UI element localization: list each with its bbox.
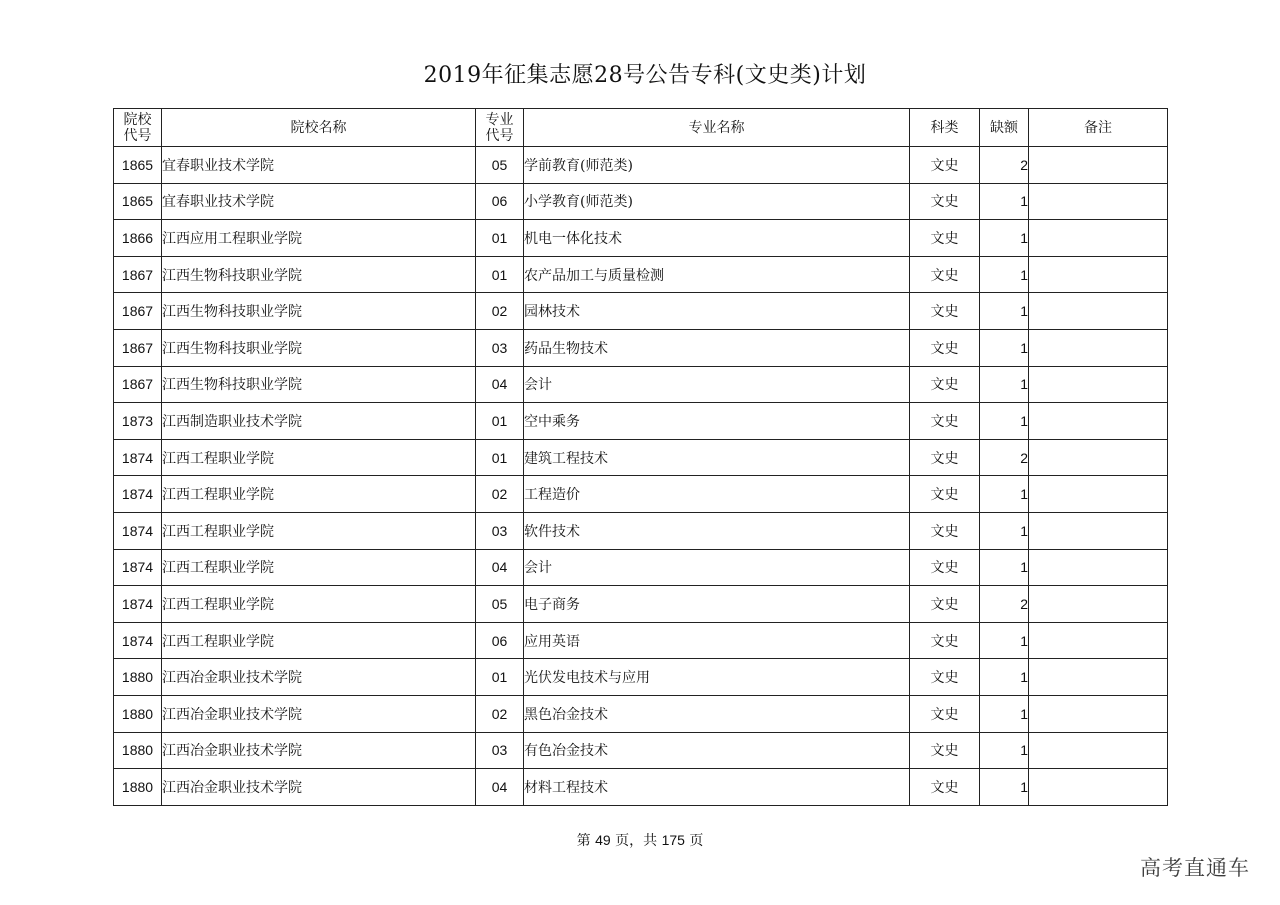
major-name-cell: 园林技术 [524, 293, 910, 330]
table-row [114, 183, 1168, 220]
vacancy-cell: 2 [980, 586, 1029, 623]
major-code-cell: 03 [476, 732, 524, 769]
header-note: 备注 [1029, 109, 1168, 147]
table-row [114, 769, 1168, 806]
table-row [114, 586, 1168, 623]
school-code-cell: 1880 [114, 659, 162, 696]
major-code-cell: 06 [476, 622, 524, 659]
school-name-cell: 江西工程职业学院 [162, 476, 476, 513]
vacancy-cell: 2 [980, 439, 1029, 476]
header-school-name: 院校名称 [162, 109, 476, 147]
vacancy-cell: 1 [980, 695, 1029, 732]
major-code-cell: 01 [476, 256, 524, 293]
footer-total-pages: 175 [661, 832, 685, 848]
note-cell [1029, 366, 1168, 403]
category-cell: 文史 [910, 659, 980, 696]
school-name-cell: 江西工程职业学院 [162, 586, 476, 623]
vacancy-cell: 1 [980, 549, 1029, 586]
category-cell: 文史 [910, 695, 980, 732]
vacancy-cell: 1 [980, 476, 1029, 513]
table-row [114, 147, 1168, 184]
note-cell [1029, 622, 1168, 659]
major-name-cell: 应用英语 [524, 622, 910, 659]
header-major-code-line1: 专业 [485, 111, 514, 128]
table-row [114, 293, 1168, 330]
vacancy-cell: 1 [980, 329, 1029, 366]
major-name-cell: 电子商务 [524, 586, 910, 623]
school-code-cell: 1874 [114, 476, 162, 513]
major-name-cell: 有色冶金技术 [524, 732, 910, 769]
vacancy-cell: 1 [980, 256, 1029, 293]
table-row [114, 329, 1168, 366]
major-code-cell: 02 [476, 293, 524, 330]
major-code-cell: 06 [476, 183, 524, 220]
school-code-cell: 1865 [114, 147, 162, 184]
note-cell [1029, 586, 1168, 623]
table-row [114, 512, 1168, 549]
header-vacancy: 缺额 [980, 109, 1029, 147]
school-name-cell: 江西工程职业学院 [162, 622, 476, 659]
category-cell: 文史 [910, 220, 980, 257]
major-name-cell: 会计 [524, 549, 910, 586]
school-code-cell: 1880 [114, 695, 162, 732]
school-code-cell: 1874 [114, 549, 162, 586]
vacancy-cell: 1 [980, 769, 1029, 806]
category-cell: 文史 [910, 183, 980, 220]
note-cell [1029, 403, 1168, 440]
school-name-cell: 江西生物科技职业学院 [162, 329, 476, 366]
note-cell [1029, 512, 1168, 549]
watermark: 高考直通车 [1140, 856, 1250, 880]
major-code-cell: 03 [476, 329, 524, 366]
school-code-cell: 1867 [114, 256, 162, 293]
vacancy-cell: 1 [980, 183, 1029, 220]
school-code-cell: 1874 [114, 512, 162, 549]
school-name-cell: 江西应用工程职业学院 [162, 220, 476, 257]
category-cell: 文史 [910, 586, 980, 623]
major-code-cell: 05 [476, 586, 524, 623]
school-code-cell: 1867 [114, 293, 162, 330]
school-name-cell: 宜春职业技术学院 [162, 147, 476, 184]
category-cell: 文史 [910, 512, 980, 549]
vacancy-cell: 1 [980, 622, 1029, 659]
table-row [114, 549, 1168, 586]
plan-table [113, 108, 1168, 806]
major-code-cell: 04 [476, 549, 524, 586]
footer-middle: 页，共 [615, 833, 658, 849]
school-code-cell: 1874 [114, 586, 162, 623]
note-cell [1029, 476, 1168, 513]
vacancy-cell: 1 [980, 732, 1029, 769]
category-cell: 文史 [910, 476, 980, 513]
note-cell [1029, 732, 1168, 769]
major-name-cell: 黑色冶金技术 [524, 695, 910, 732]
school-code-cell: 1874 [114, 439, 162, 476]
note-cell [1029, 549, 1168, 586]
major-code-cell: 03 [476, 512, 524, 549]
category-cell: 文史 [910, 732, 980, 769]
school-name-cell: 江西工程职业学院 [162, 549, 476, 586]
major-name-cell: 软件技术 [524, 512, 910, 549]
category-cell: 文史 [910, 403, 980, 440]
table-row [114, 366, 1168, 403]
table-header [114, 109, 1168, 147]
major-code-cell: 04 [476, 769, 524, 806]
note-cell [1029, 695, 1168, 732]
category-cell: 文史 [910, 439, 980, 476]
note-cell [1029, 769, 1168, 806]
header-major-code-line2: 代号 [485, 127, 514, 144]
table-body [114, 147, 1168, 806]
school-code-cell: 1880 [114, 769, 162, 806]
note-cell [1029, 659, 1168, 696]
school-name-cell: 江西生物科技职业学院 [162, 293, 476, 330]
school-name-cell: 江西制造职业技术学院 [162, 403, 476, 440]
table-row [114, 476, 1168, 513]
major-code-cell: 05 [476, 147, 524, 184]
school-name-cell: 江西生物科技职业学院 [162, 256, 476, 293]
school-code-cell: 1874 [114, 622, 162, 659]
category-cell: 文史 [910, 256, 980, 293]
school-code-cell: 1867 [114, 329, 162, 366]
note-cell [1029, 256, 1168, 293]
note-cell [1029, 183, 1168, 220]
school-name-cell: 江西冶金职业技术学院 [162, 732, 476, 769]
major-name-cell: 小学教育(师范类) [524, 183, 910, 220]
footer-suffix: 页 [689, 833, 704, 849]
header-major-code [476, 109, 524, 147]
header-major-name: 专业名称 [524, 109, 910, 147]
category-cell: 文史 [910, 549, 980, 586]
major-name-cell: 药品生物技术 [524, 329, 910, 366]
category-cell: 文史 [910, 329, 980, 366]
table-row [114, 256, 1168, 293]
note-cell [1029, 329, 1168, 366]
major-code-cell: 01 [476, 403, 524, 440]
note-cell [1029, 293, 1168, 330]
major-code-cell: 02 [476, 476, 524, 513]
major-code-cell: 04 [476, 366, 524, 403]
table-row [114, 732, 1168, 769]
major-code-cell: 02 [476, 695, 524, 732]
major-name-cell: 光伏发电技术与应用 [524, 659, 910, 696]
category-cell: 文史 [910, 147, 980, 184]
note-cell [1029, 439, 1168, 476]
major-code-cell: 01 [476, 439, 524, 476]
major-name-cell: 空中乘务 [524, 403, 910, 440]
school-code-cell: 1880 [114, 732, 162, 769]
table-row [114, 622, 1168, 659]
table-row [114, 695, 1168, 732]
header-row [114, 109, 1168, 147]
school-name-cell: 江西冶金职业技术学院 [162, 695, 476, 732]
category-cell: 文史 [910, 366, 980, 403]
page-title: 2019年征集志愿28号公告专科(文史类)计划 [423, 63, 867, 88]
footer-prefix: 第 [576, 833, 591, 849]
major-name-cell: 会计 [524, 366, 910, 403]
table-row [114, 403, 1168, 440]
major-name-cell: 材料工程技术 [524, 769, 910, 806]
school-name-cell: 江西冶金职业技术学院 [162, 659, 476, 696]
table-row [114, 659, 1168, 696]
vacancy-cell: 1 [980, 366, 1029, 403]
school-code-cell: 1866 [114, 220, 162, 257]
school-code-cell: 1865 [114, 183, 162, 220]
major-name-cell: 学前教育(师范类) [524, 147, 910, 184]
major-name-cell: 建筑工程技术 [524, 439, 910, 476]
school-name-cell: 江西工程职业学院 [162, 512, 476, 549]
major-code-cell: 01 [476, 220, 524, 257]
table-row [114, 220, 1168, 257]
major-name-cell: 农产品加工与质量检测 [524, 256, 910, 293]
footer-page-number: 49 [595, 832, 611, 848]
vacancy-cell: 1 [980, 220, 1029, 257]
vacancy-cell: 1 [980, 512, 1029, 549]
vacancy-cell: 1 [980, 659, 1029, 696]
major-code-cell: 01 [476, 659, 524, 696]
school-name-cell: 江西生物科技职业学院 [162, 366, 476, 403]
school-name-cell: 江西工程职业学院 [162, 439, 476, 476]
header-category: 科类 [910, 109, 980, 147]
page-footer [0, 830, 1280, 850]
header-school-code-line2: 代号 [123, 127, 152, 144]
school-name-cell: 江西冶金职业技术学院 [162, 769, 476, 806]
major-name-cell: 机电一体化技术 [524, 220, 910, 257]
vacancy-cell: 2 [980, 147, 1029, 184]
school-code-cell: 1873 [114, 403, 162, 440]
category-cell: 文史 [910, 293, 980, 330]
table-row [114, 439, 1168, 476]
category-cell: 文史 [910, 622, 980, 659]
header-school-code-line1: 院校 [123, 111, 152, 128]
vacancy-cell: 1 [980, 403, 1029, 440]
header-school-code [114, 109, 162, 147]
note-cell [1029, 147, 1168, 184]
vacancy-cell: 1 [980, 293, 1029, 330]
category-cell: 文史 [910, 769, 980, 806]
school-name-cell: 宜春职业技术学院 [162, 183, 476, 220]
major-name-cell: 工程造价 [524, 476, 910, 513]
school-code-cell: 1867 [114, 366, 162, 403]
note-cell [1029, 220, 1168, 257]
